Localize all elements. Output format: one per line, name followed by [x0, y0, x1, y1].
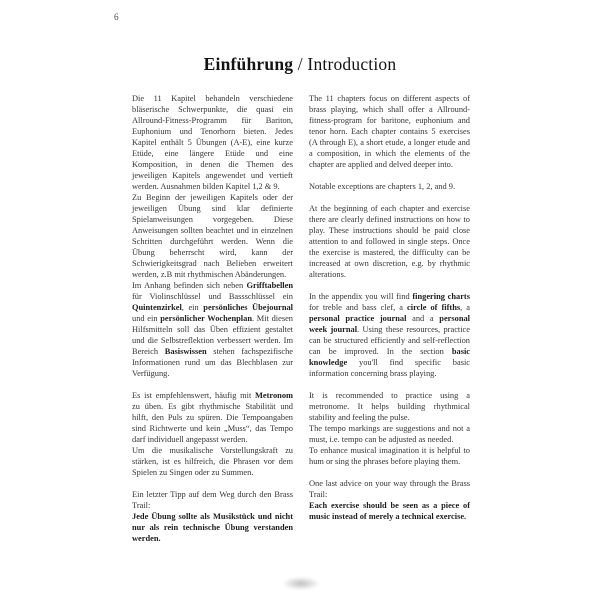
paragraph: Notable exceptions are chapters 1, 2, and 9.	[309, 182, 456, 191]
paragraph: To enhance musical imagination it is helpful to hum or sing the phrases before playing them.	[309, 446, 470, 466]
page-title	[0, 54, 600, 75]
paragraph: Um die musikalische Vorstellungskraft zu stärken, ist es hilfreich, die Phrasen vor dem Spielen zu Singen oder zu Summen.	[132, 446, 293, 477]
watermark-logo-icon	[283, 577, 319, 590]
paragraph: The tempo markings are suggestions and not a must, i.e. tempo can be adjusted as needed.	[309, 424, 470, 444]
paragraph: In the appendix you will find fingering charts for treble and bass clef, a circle of fifths, a personal practice journal and a personal week journal. Using these resources, practice can be structured efficiently and self-reflection can be improved. In the section basic knowledge you'll find specific basic information concerning brass playing.	[309, 292, 470, 378]
paragraph: The 11 chapters focus on different aspects of brass playing, which shall offer a Allround-fitness-program for baritone, euphonium and tenor horn. Each chapter contains 5 exercises (A through E), a short etude, a longer etude and a composition, in which the elements of the chapter are applied and delved deeper into.	[309, 94, 470, 169]
paragraph: Es ist empfehlenswert, häufig mit Metronom zu üben. Es gibt rhythmische Stabilität und hilft, den Puls zu spüren. Die Tempoangaben sind Richtwerte und kein „Muss“, das Tempo darf individuell angepasst werden.	[132, 391, 293, 444]
paragraph: Each exercise should be seen as a piece of music instead of merely a technical exercise.	[309, 501, 470, 521]
page-title-english: / Introduction	[293, 54, 397, 74]
paragraph: One last advice on your way through the Brass Trail:	[309, 479, 470, 499]
paragraph: Im Anhang befinden sich neben Grifftabellen für Violinschlüssel und Bassschlüssel ein Quintenzirkel, ein persönliches Übejournal und ein persönlicher Wochenplan. Mit diesen Hilfsmitteln soll das Üben effizient gestaltet und die Selbstreflektion verbessert werden. Im Bereich Basiswissen stehen fachspezifische Informationen rund um das Blechblasen zur Verfügung.	[132, 281, 294, 378]
content-columns	[132, 93, 470, 544]
paragraph: Die 11 Kapitel behandeln verschiedene bläserische Schwerpunkte, die quasi ein Allround-Fitness-Programm für Bariton, Euphonium und Tenorhorn bieten. Jedes Kapitel enthält 5 Übungen (A-E), eine kurze Etüde, eine längere Etüde und eine Komposition, in denen die Themen des jeweiligen Kapitels angewendet und vertieft werden. Ausnahmen bilden Kapitel 1,2 & 9.	[132, 94, 293, 191]
paragraph: It is recommended to practice using a metronome. It helps building rhythmical stability and feeling the pulse.	[309, 391, 470, 422]
paragraph: At the beginning of each chapter and exercise there are clearly defined instructions on how to play. These instructions should be paid close attention to and followed in single steps. Once the exercise is mastered, the difficulty can be increased at own discretion, e.g. by rhythmic alterations.	[309, 204, 470, 279]
column-german	[132, 93, 293, 544]
page-title-german: Einführung	[203, 54, 294, 74]
paragraph: Ein letzter Tipp auf dem Weg durch den Brass Trail:	[132, 490, 293, 510]
paragraph: Jede Übung sollte als Musikstück und nicht nur als rein technische Übung verstanden werden.	[132, 512, 293, 543]
page-number: 6	[114, 12, 119, 22]
paragraph: Zu Beginn der jeweiligen Kapitels oder der jeweiligen Übung sind klar definierte Spielanweisungen vorgegeben. Diese Anweisungen sollten beachtet und in einzelnen Schritten durchgeführt werden. Wenn die Übung beherrscht wird, kann der Schwierigkeitsgrad nach Belieben erweitert werden, z.B mit rhythmischen Abänderungen.	[132, 193, 293, 279]
column-english	[309, 93, 470, 544]
